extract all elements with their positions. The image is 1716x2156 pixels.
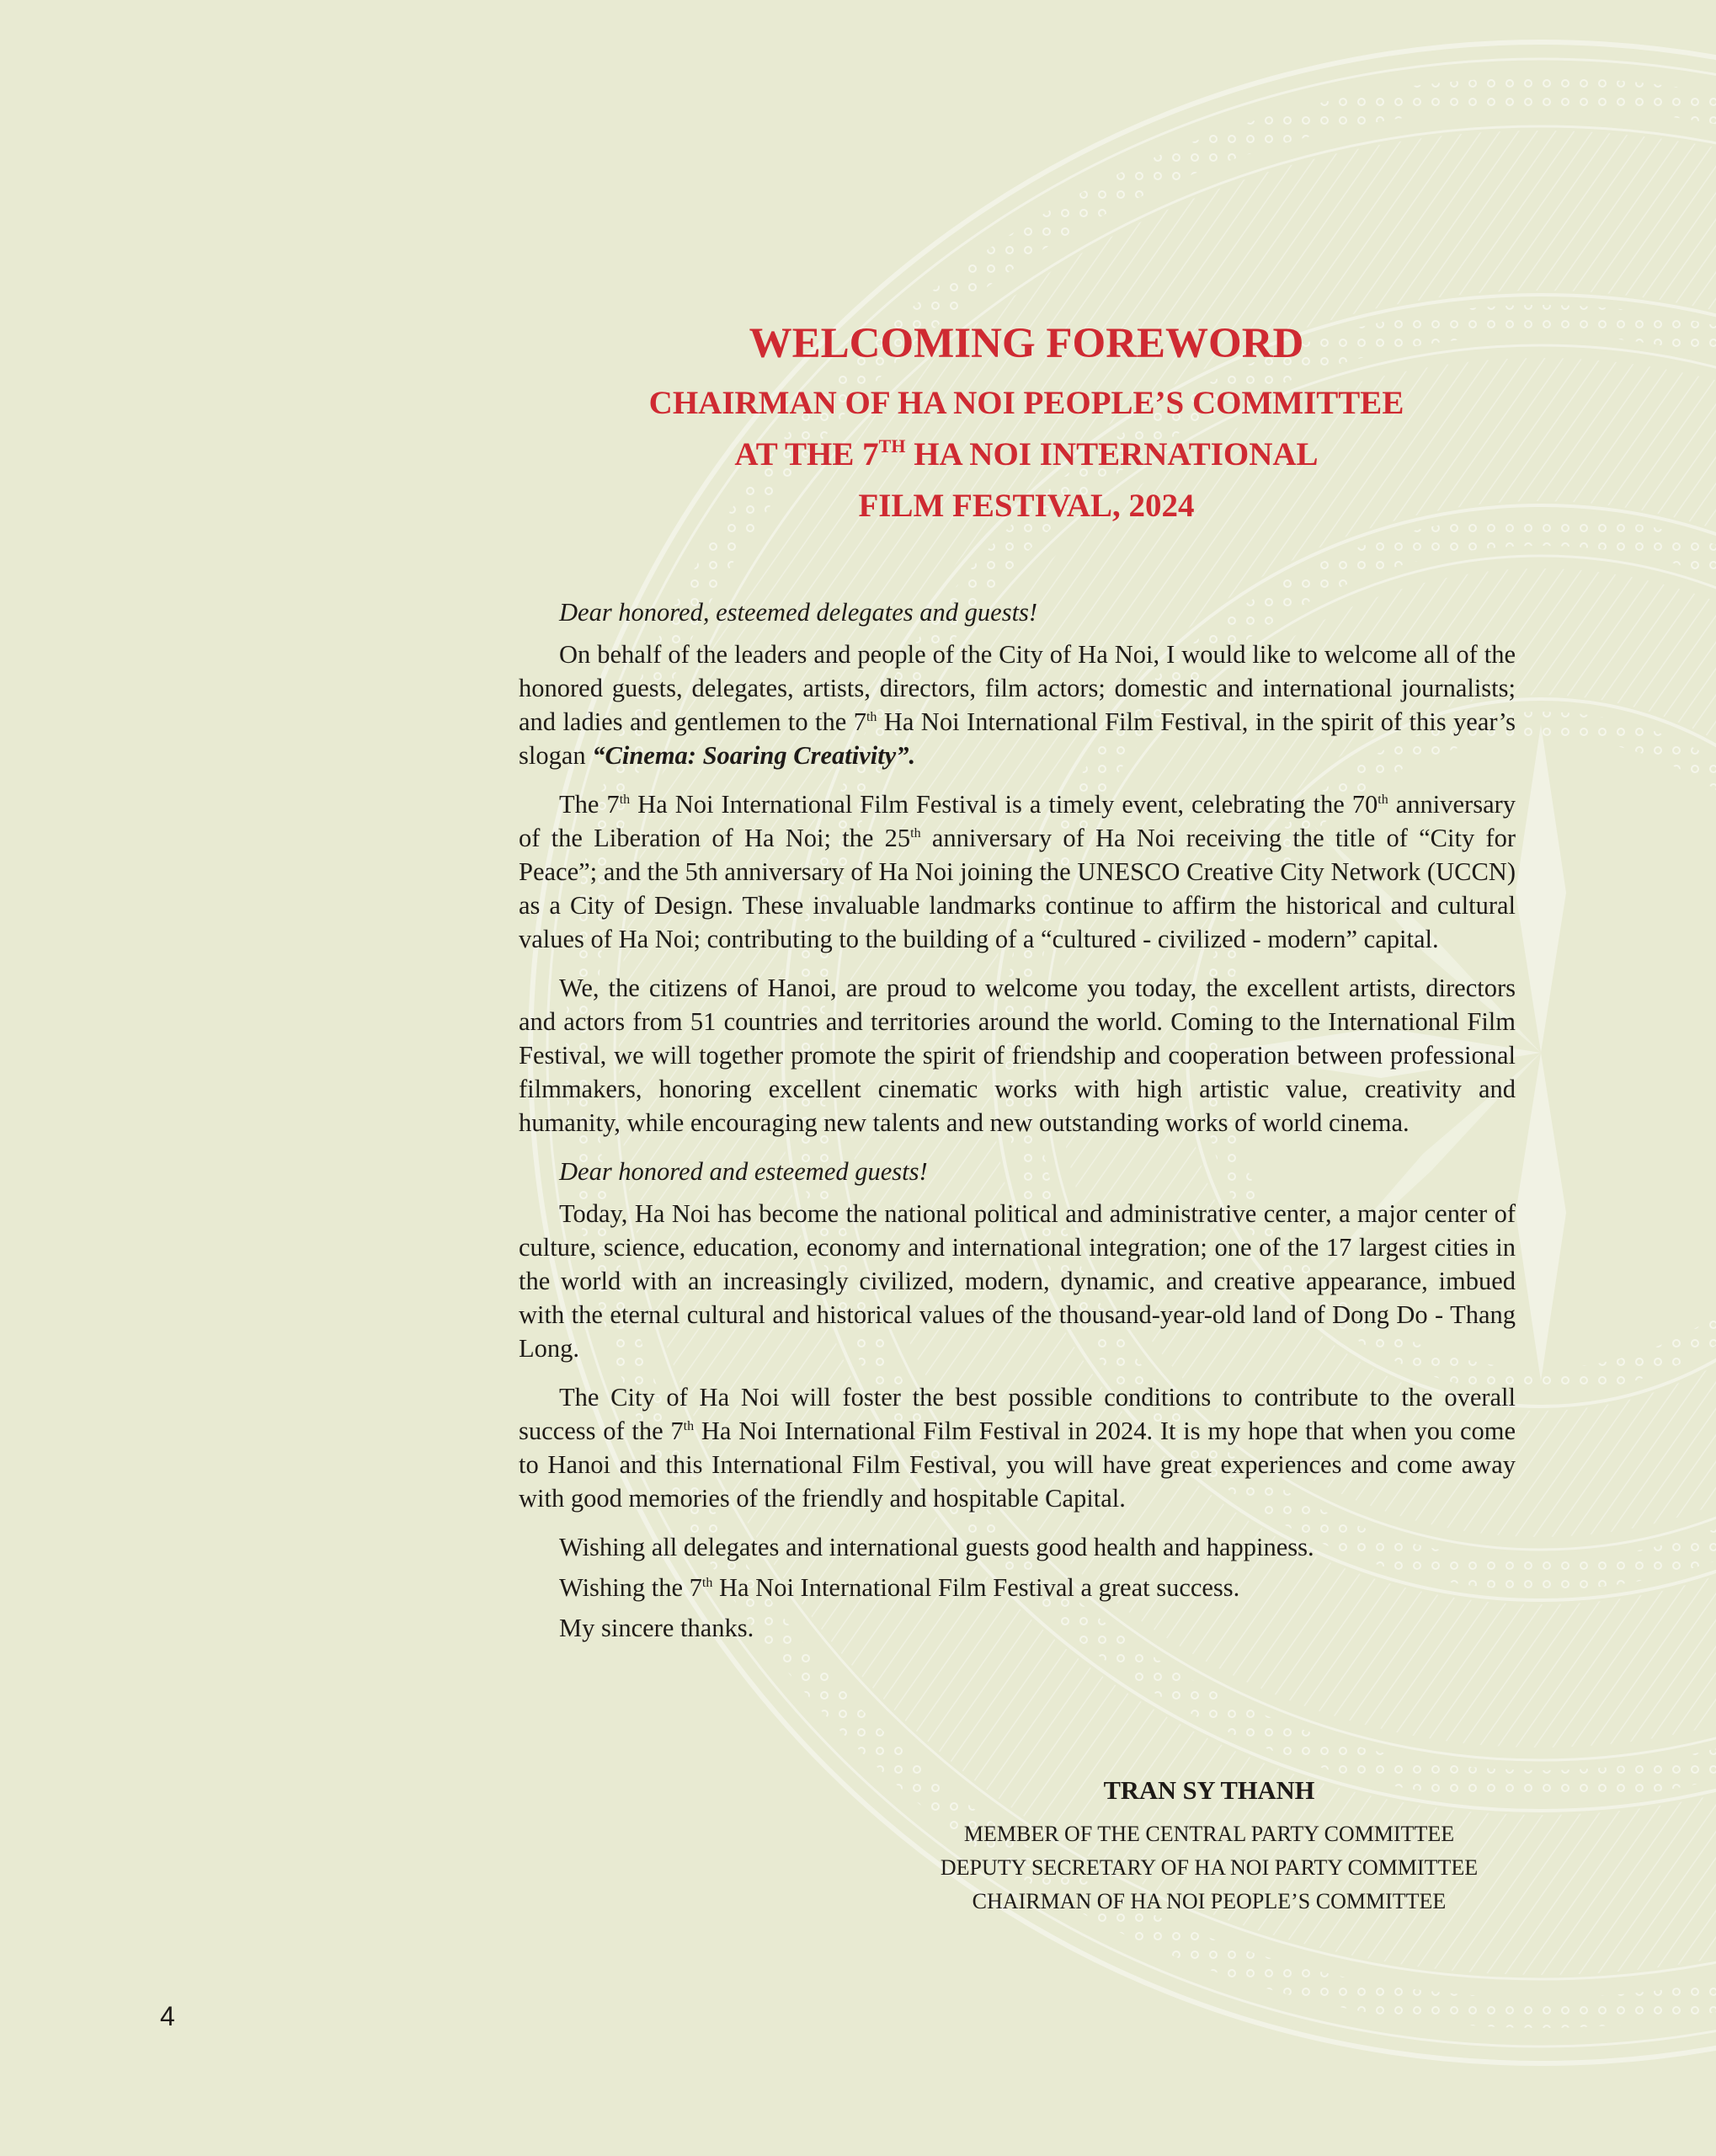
paragraph-4: Today, Ha Noi has become the national political and administrative center, a major center of culture, science, education, economy and international integration; one of the 17 largest cities in the world with an increasingly civilized, modern, dynamic, and creative appearance, imbued with the eternal cultural and historical values of the thousand-year-old land of Dong Do - Thang Long. <box>519 1199 1516 1363</box>
ordinal-suffix: th <box>1378 792 1388 807</box>
signer-title: MEMBER OF THE CENTRAL PARTY COMMITTEE <box>963 1822 1455 1846</box>
paragraph-5-text-b: Ha Noi International Film Festival in 2024. It is my hope that when you come to Hanoi and this International Film Festival, you will have great experiences and come away with good memories of the friendly and hospitable Capital. <box>519 1417 1516 1513</box>
wish-health: Wishing all delegates and international guests good health and happiness. <box>559 1533 1314 1561</box>
signature-block <box>872 1774 1546 1919</box>
paragraph-2-text-c: anniversary of the Liberation of Ha Noi; the 25 <box>519 790 1516 852</box>
closing-thanks: My sincere thanks. <box>559 1614 754 1642</box>
ordinal-suffix: th <box>619 792 631 807</box>
subtitle-line-1: CHAIRMAN OF HA NOI PEOPLE’S COMMITTEE <box>648 385 1404 421</box>
page-number: 4 <box>160 2001 175 2031</box>
festival-slogan: “Cinema: Soaring Creativity”. <box>592 741 916 770</box>
paragraph-1-text-a: On behalf of the leaders and people of the City of Ha Noi, I would like to welcome all of the honored guests, delegates, artists, directors, film actors; domestic and international journalists; and ladies and gentlemen to the 7 <box>519 640 1516 736</box>
paragraph-5-text-a: The City of Ha Noi will foster the best possible conditions to contribute to the overall success of the 7 <box>519 1383 1516 1445</box>
ordinal-suffix: th <box>683 1419 695 1433</box>
page-title: WELCOMING FOREWORD <box>749 320 1304 367</box>
greeting-1: Dear honored, esteemed delegates and guests! <box>559 598 1038 627</box>
wish-success <box>519 1571 1516 1604</box>
wish-success-text-b: Ha Noi International Film Festival a great success. <box>712 1573 1240 1602</box>
ordinal-suffix: th <box>701 1576 713 1590</box>
subtitle-line-2 <box>437 429 1616 480</box>
ordinal-suffix: th <box>910 826 921 841</box>
ordinal-suffix: th <box>866 710 877 724</box>
paragraph-2-text-b: Ha Noi International Film Festival is a timely event, celebrating the 70 <box>630 790 1378 819</box>
subtitle-line-2-post: HA NOI INTERNATIONAL <box>905 436 1319 472</box>
paragraph-1-text-b: Ha Noi International Film Festival, in the spirit of this year’s slogan <box>519 707 1516 770</box>
paragraph-5 <box>519 1380 1516 1515</box>
greeting-2: Dear honored and esteemed guests! <box>559 1157 928 1186</box>
subtitle-line-2-pre: AT THE 7 <box>734 436 879 472</box>
paragraph-3: We, the citizens of Hanoi, are proud to welcome you today, the excellent artists, directors and actors from 51 countries and territories around the world. Coming to the International Film Festival, we will together promote the spirit of friendship and cooperation between professional filmmakers, honoring excellent cinematic works with high artistic value, creativity and humanity, while encouraging new talents and new outstanding works of world cinema. <box>519 974 1516 1137</box>
signer-title: CHAIRMAN OF HA NOI PEOPLE’S COMMITTEE <box>972 1889 1447 1913</box>
subtitle-line-3: FILM FESTIVAL, 2024 <box>858 488 1195 524</box>
wish-success-text-a: Wishing the 7 <box>559 1573 702 1602</box>
paragraph-2-text-a: The 7 <box>559 790 620 819</box>
foreword-body <box>519 595 1516 1652</box>
subtitle-ordinal-suffix: TH <box>878 435 906 456</box>
paragraph-2 <box>519 787 1516 956</box>
foreword-heading <box>437 318 1616 531</box>
signer-name: TRAN SY THANH <box>1103 1776 1315 1805</box>
signer-title: DEPUTY SECRETARY OF HA NOI PARTY COMMITTEE <box>940 1855 1479 1880</box>
paragraph-2-text-d: anniversary of Ha Noi receiving the title of “City for Peace”; and the 5th anniversary of Ha Noi joining the UNESCO Creative City Network (UCCN) as a City of Design. These invaluable landmarks continue to affirm the historical and cultural values of Ha Noi; contributing to the building of a “cultured - civilized - modern” capital. <box>519 824 1516 953</box>
paragraph-1 <box>519 638 1516 772</box>
